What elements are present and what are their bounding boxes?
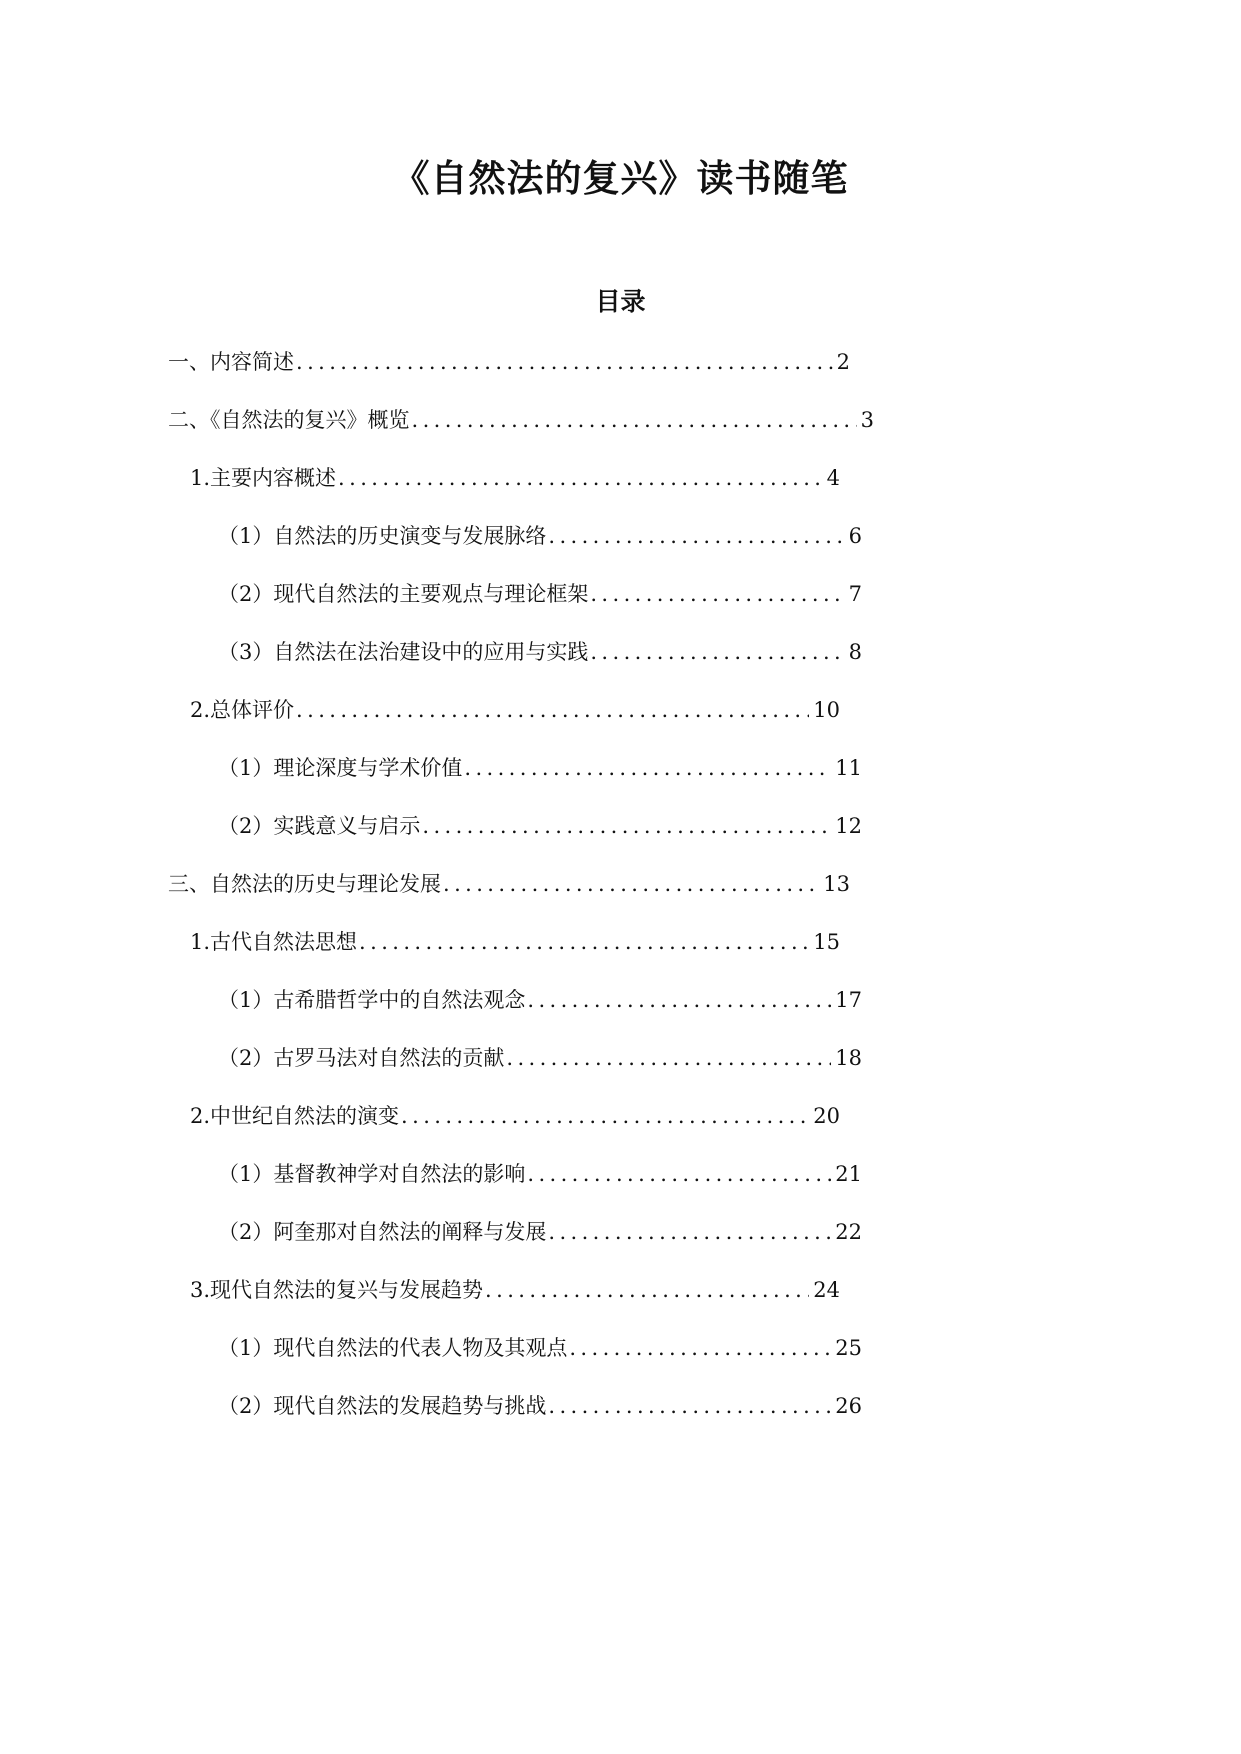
- toc-entry-label: （3）自然法在法治建设中的应用与实践: [218, 640, 589, 664]
- toc-leader-dots: [294, 345, 833, 379]
- toc-entry-page: 10: [813, 698, 840, 722]
- toc-entry[interactable]: [168, 345, 850, 379]
- toc-leader-dots: [588, 577, 844, 611]
- toc-entry[interactable]: [218, 1331, 862, 1365]
- toc-entry-page: 13: [823, 872, 850, 896]
- toc-entry-page: 2: [836, 350, 850, 374]
- toc-entry-number: 1.: [190, 930, 211, 954]
- toc-leader-dots: [525, 1157, 831, 1191]
- toc-entry[interactable]: [190, 693, 840, 727]
- toc-entry-page: 6: [848, 524, 862, 548]
- toc-entry-page: 21: [835, 1162, 862, 1186]
- toc-entry[interactable]: [218, 751, 862, 785]
- toc-entry-page: 4: [826, 466, 840, 490]
- toc-leader-dots: [294, 693, 809, 727]
- toc-leader-dots: [357, 925, 809, 959]
- toc-entry[interactable]: [218, 519, 862, 553]
- toc-entry-page: 15: [813, 930, 840, 954]
- toc-leader-dots: [399, 1099, 809, 1133]
- toc-entry-label: （1）自然法的历史演变与发展脉络: [218, 524, 547, 548]
- toc-entry[interactable]: [218, 983, 862, 1017]
- toc-entry[interactable]: [168, 867, 850, 901]
- toc-entry-label: 中世纪自然法的演变: [210, 1104, 400, 1128]
- toc-entry[interactable]: [190, 925, 840, 959]
- toc-leader-dots: [546, 1389, 831, 1423]
- toc-entry[interactable]: [218, 577, 862, 611]
- toc-leader-dots: [441, 867, 819, 901]
- toc-entry[interactable]: [218, 1157, 862, 1191]
- toc-entry-label: 二、《自然法的复兴》概览: [168, 408, 410, 432]
- toc-entry-label: 总体评价: [210, 698, 295, 722]
- toc-leader-dots: [336, 461, 823, 495]
- toc-entry-number: 1.: [190, 466, 211, 490]
- toc-leader-dots: [410, 403, 857, 437]
- document-title: 《自然法的复兴》读书随笔: [392, 157, 849, 200]
- toc-entry-label: （1）基督教神学对自然法的影响: [218, 1162, 526, 1186]
- toc-entry-page: 18: [835, 1046, 862, 1070]
- toc-entry-number: 3.: [190, 1278, 211, 1302]
- toc-entry[interactable]: [168, 403, 874, 437]
- toc-entry-page: 17: [835, 988, 862, 1012]
- toc-entry-page: 20: [813, 1104, 840, 1128]
- toc-entry[interactable]: [218, 635, 862, 669]
- toc-heading: 目录: [595, 287, 646, 316]
- toc-leader-dots: [546, 519, 844, 553]
- toc-leader-dots: [525, 983, 831, 1017]
- toc-leader-dots: [420, 809, 831, 843]
- toc-entry-label: （2）古罗马法对自然法的贡献: [218, 1046, 505, 1070]
- toc-entry-label: （2）阿奎那对自然法的阐释与发展: [218, 1220, 547, 1244]
- toc-entry-page: 12: [835, 814, 862, 838]
- toc-entry-number: 2.: [190, 698, 211, 722]
- toc-entry-label: （1）古希腊哲学中的自然法观念: [218, 988, 526, 1012]
- toc-entry-page: 24: [813, 1278, 840, 1302]
- toc-entry-page: 11: [835, 756, 862, 780]
- toc-entry-page: 8: [848, 640, 862, 664]
- toc-entry-page: 26: [835, 1394, 862, 1418]
- toc-entry-label: （1）理论深度与学术价值: [218, 756, 463, 780]
- toc-leader-dots: [483, 1273, 809, 1307]
- toc-entry[interactable]: [218, 1389, 862, 1423]
- toc-leader-dots: [588, 635, 844, 669]
- toc-entry-label: （2）现代自然法的发展趋势与挑战: [218, 1394, 547, 1418]
- toc-entry-label: 古代自然法思想: [210, 930, 358, 954]
- toc-entry-label: 三、自然法的历史与理论发展: [168, 872, 441, 896]
- toc-entry-number: 2.: [190, 1104, 211, 1128]
- toc-entry[interactable]: [190, 461, 840, 495]
- toc-leader-dots: [546, 1215, 831, 1249]
- toc-entry[interactable]: [218, 1041, 862, 1075]
- toc-entry-page: 3: [860, 408, 874, 432]
- toc-leader-dots: [567, 1331, 831, 1365]
- toc-entry[interactable]: [218, 809, 862, 843]
- toc-leader-dots: [462, 751, 831, 785]
- toc-entry-label: （1）现代自然法的代表人物及其观点: [218, 1336, 568, 1360]
- toc-entry-page: 25: [835, 1336, 862, 1360]
- toc-entry-label: 一、内容简述: [168, 350, 294, 374]
- toc-entry-label: （2）现代自然法的主要观点与理论框架: [218, 582, 589, 606]
- toc-entry-label: （2）实践意义与启示: [218, 814, 421, 838]
- toc-leader-dots: [504, 1041, 831, 1075]
- toc-entry[interactable]: [218, 1215, 862, 1249]
- toc-entry-label: 现代自然法的复兴与发展趋势: [210, 1278, 484, 1302]
- toc-entry-label: 主要内容概述: [210, 466, 337, 490]
- toc-entry-page: 7: [848, 582, 862, 606]
- toc-entry[interactable]: [190, 1099, 840, 1133]
- toc-entry[interactable]: [190, 1273, 840, 1307]
- toc-entry-page: 22: [835, 1220, 862, 1244]
